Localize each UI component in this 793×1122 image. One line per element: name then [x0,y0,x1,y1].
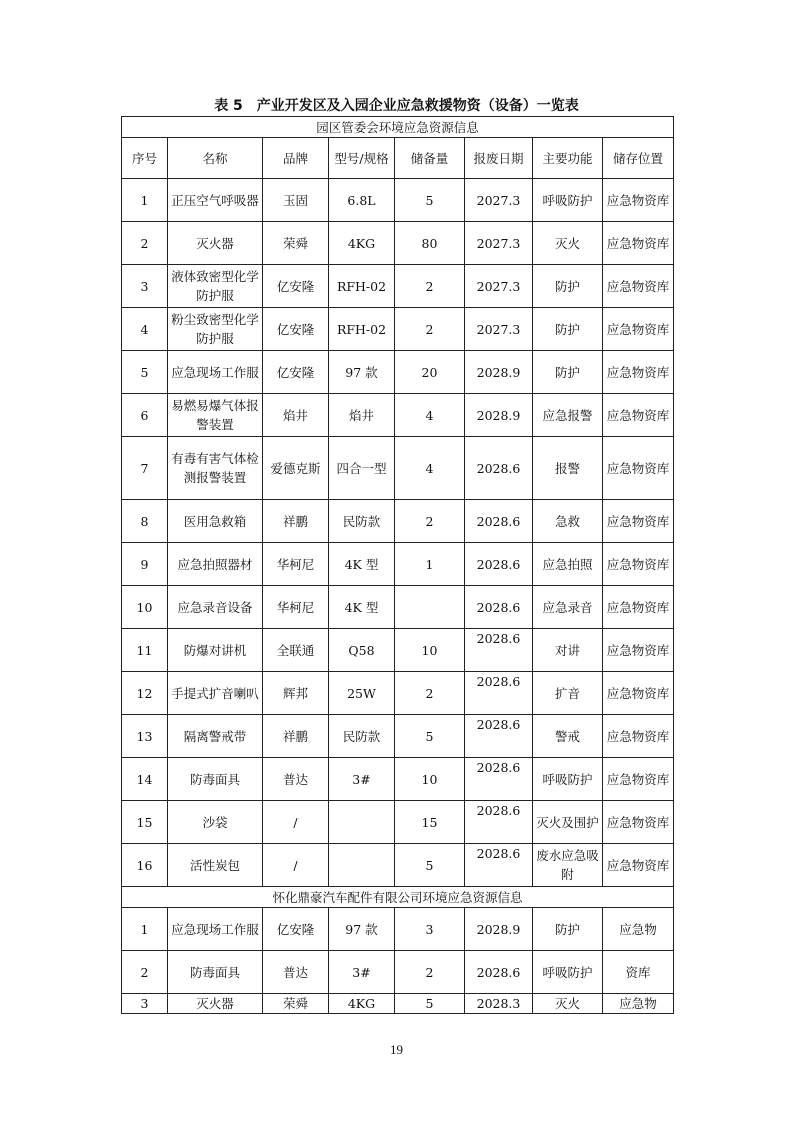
cell-brand: 普达 [263,951,329,994]
cell-function: 防护 [533,265,603,308]
cell-quantity: 5 [395,994,465,1014]
cell-expiry: 2027.3 [465,222,533,265]
cell-function: 废水应急吸附 [533,844,603,887]
cell-function: 警戒 [533,715,603,758]
cell-brand: 普达 [263,758,329,801]
table-row [122,222,674,265]
cell-name: 防毒面具 [168,951,263,994]
cell-index: 5 [122,351,168,394]
cell-model: RFH-02 [329,308,395,351]
table-row [122,908,674,951]
cell-brand: 祥鹏 [263,500,329,543]
cell-function: 应急报警 [533,394,603,437]
cell-location: 应急物资库 [603,672,674,715]
cell-location: 应急物资库 [603,500,674,543]
cell-quantity: 3 [395,908,465,951]
cell-brand: 荣舜 [263,994,329,1014]
cell-brand: 华柯尼 [263,543,329,586]
cell-name: 灭火器 [168,222,263,265]
cell-quantity: 5 [395,179,465,222]
cell-function: 呼吸防护 [533,951,603,994]
table-row [122,801,674,844]
cell-brand: 辉邦 [263,672,329,715]
cell-expiry: 2028.6 [465,844,533,887]
cell-location: 应急物资库 [603,586,674,629]
cell-function: 呼吸防护 [533,758,603,801]
cell-quantity: 10 [395,629,465,672]
cell-function: 应急录音 [533,586,603,629]
cell-function: 防护 [533,308,603,351]
cell-model: 4KG [329,222,395,265]
cell-location: 应急物 [603,994,674,1014]
cell-expiry: 2028.6 [465,586,533,629]
col-header-index: 序号 [122,138,168,179]
cell-name: 正压空气呼吸器 [168,179,263,222]
cell-brand: 祥鹏 [263,715,329,758]
cell-model: 6.8L [329,179,395,222]
cell-name: 医用急救箱 [168,500,263,543]
cell-function: 扩音 [533,672,603,715]
cell-name: 应急现场工作服 [168,908,263,951]
cell-index: 3 [122,265,168,308]
cell-name: 液体致密型化学防护服 [168,265,263,308]
cell-brand: 亿安隆 [263,908,329,951]
cell-model [329,844,395,887]
section-header-company [122,887,674,908]
cell-function: 灭火 [533,222,603,265]
cell-name: 易燃易爆气体报警装置 [168,394,263,437]
cell-name: 灭火器 [168,994,263,1014]
cell-brand: 焰井 [263,394,329,437]
cell-expiry: 2028.6 [465,801,533,844]
table-row [122,994,674,1014]
col-header-name: 名称 [168,138,263,179]
cell-index: 1 [122,179,168,222]
cell-model: 25W [329,672,395,715]
table-row [122,437,674,500]
cell-expiry: 2028.6 [465,951,533,994]
cell-quantity: 2 [395,265,465,308]
cell-name: 有毒有害气体检测报警装置 [168,437,263,500]
cell-location: 应急物资库 [603,844,674,887]
cell-location: 应急物资库 [603,543,674,586]
cell-model: RFH-02 [329,265,395,308]
cell-index: 2 [122,222,168,265]
cell-brand: 全联通 [263,629,329,672]
cell-expiry: 2028.6 [465,715,533,758]
cell-model: 焰井 [329,394,395,437]
cell-index: 3 [122,994,168,1014]
section-title: 园区管委会环境应急资源信息 [122,117,674,138]
table-row [122,308,674,351]
cell-index: 15 [122,801,168,844]
cell-model: 民防款 [329,500,395,543]
cell-model: 4K 型 [329,586,395,629]
cell-model: 四合一型 [329,437,395,500]
cell-quantity: 10 [395,758,465,801]
cell-function: 对讲 [533,629,603,672]
cell-expiry: 2028.6 [465,500,533,543]
col-header-location: 储存位置 [603,138,674,179]
cell-index: 8 [122,500,168,543]
cell-name: 应急录音设备 [168,586,263,629]
cell-model: 3# [329,951,395,994]
cell-quantity: 1 [395,543,465,586]
table-row [122,586,674,629]
cell-quantity: 80 [395,222,465,265]
cell-model: 4KG [329,994,395,1014]
cell-index: 12 [122,672,168,715]
cell-brand: / [263,801,329,844]
cell-location: 资库 [603,951,674,994]
col-header-brand: 品牌 [263,138,329,179]
col-header-expiry: 报废日期 [465,138,533,179]
cell-brand: / [263,844,329,887]
table-title: 表 5 产业开发区及入园企业应急救援物资（设备）一览表 [214,98,579,114]
cell-quantity: 20 [395,351,465,394]
cell-expiry: 2028.6 [465,672,533,715]
cell-index: 16 [122,844,168,887]
cell-brand: 亿安隆 [263,351,329,394]
cell-name: 活性炭包 [168,844,263,887]
cell-expiry: 2028.9 [465,908,533,951]
cell-name: 防毒面具 [168,758,263,801]
cell-index: 6 [122,394,168,437]
cell-quantity: 15 [395,801,465,844]
cell-function: 防护 [533,351,603,394]
cell-model: 民防款 [329,715,395,758]
cell-function: 报警 [533,437,603,500]
cell-function: 呼吸防护 [533,179,603,222]
cell-index: 2 [122,951,168,994]
table-row [122,179,674,222]
table-row [122,951,674,994]
cell-expiry: 2028.9 [465,351,533,394]
cell-location: 应急物资库 [603,308,674,351]
column-header-row [122,138,674,179]
cell-name: 手提式扩音喇叭 [168,672,263,715]
emergency-resources-table [121,116,674,1014]
cell-name: 粉尘致密型化学防护服 [168,308,263,351]
cell-index: 9 [122,543,168,586]
cell-brand: 爱德克斯 [263,437,329,500]
cell-model: 97 款 [329,908,395,951]
cell-name: 隔离警戒带 [168,715,263,758]
cell-brand: 亿安隆 [263,265,329,308]
cell-function: 防护 [533,908,603,951]
col-header-function: 主要功能 [533,138,603,179]
cell-location: 应急物资库 [603,265,674,308]
table-row [122,543,674,586]
cell-model: 3# [329,758,395,801]
cell-index: 7 [122,437,168,500]
cell-brand: 荣舜 [263,222,329,265]
table-row [122,265,674,308]
table-row [122,758,674,801]
cell-index: 10 [122,586,168,629]
table-row [122,394,674,437]
cell-location: 应急物资库 [603,437,674,500]
cell-index: 11 [122,629,168,672]
cell-quantity: 2 [395,951,465,994]
cell-name: 应急现场工作服 [168,351,263,394]
cell-brand: 亿安隆 [263,308,329,351]
cell-expiry: 2028.6 [465,543,533,586]
cell-expiry: 2028.9 [465,394,533,437]
cell-location: 应急物资库 [603,394,674,437]
col-header-quantity: 储备量 [395,138,465,179]
cell-expiry: 2028.6 [465,758,533,801]
cell-expiry: 2028.6 [465,437,533,500]
cell-location: 应急物资库 [603,801,674,844]
cell-expiry: 2027.3 [465,179,533,222]
cell-expiry: 2027.3 [465,308,533,351]
cell-quantity: 5 [395,715,465,758]
cell-function: 灭火 [533,994,603,1014]
cell-expiry: 2028.3 [465,994,533,1014]
cell-name: 防爆对讲机 [168,629,263,672]
page-number: 19 [390,1042,403,1057]
cell-quantity: 4 [395,394,465,437]
cell-brand: 玉固 [263,179,329,222]
cell-model: 97 款 [329,351,395,394]
cell-quantity: 5 [395,844,465,887]
cell-index: 4 [122,308,168,351]
cell-name: 应急拍照器材 [168,543,263,586]
cell-brand: 华柯尼 [263,586,329,629]
cell-location: 应急物资库 [603,351,674,394]
cell-location: 应急物 [603,908,674,951]
cell-location: 应急物资库 [603,758,674,801]
section-title: 怀化鼎豪汽车配件有限公司环境应急资源信息 [122,887,674,908]
cell-location: 应急物资库 [603,179,674,222]
cell-index: 13 [122,715,168,758]
cell-quantity: 2 [395,672,465,715]
cell-name: 沙袋 [168,801,263,844]
cell-function: 急救 [533,500,603,543]
table-row [122,844,674,887]
cell-function: 应急拍照 [533,543,603,586]
cell-expiry: 2028.6 [465,629,533,672]
cell-model [329,801,395,844]
table-row [122,672,674,715]
col-header-model: 型号/规格 [329,138,395,179]
cell-model: Q58 [329,629,395,672]
cell-location: 应急物资库 [603,715,674,758]
table-row [122,351,674,394]
cell-quantity [395,586,465,629]
table-row [122,715,674,758]
section-header-park [122,117,674,138]
cell-quantity: 2 [395,308,465,351]
cell-location: 应急物资库 [603,222,674,265]
cell-expiry: 2027.3 [465,265,533,308]
cell-model: 4K 型 [329,543,395,586]
table-row [122,629,674,672]
cell-location: 应急物资库 [603,629,674,672]
cell-function: 灭火及围护 [533,801,603,844]
table-row [122,500,674,543]
cell-quantity: 2 [395,500,465,543]
cell-quantity: 4 [395,437,465,500]
cell-index: 1 [122,908,168,951]
cell-index: 14 [122,758,168,801]
